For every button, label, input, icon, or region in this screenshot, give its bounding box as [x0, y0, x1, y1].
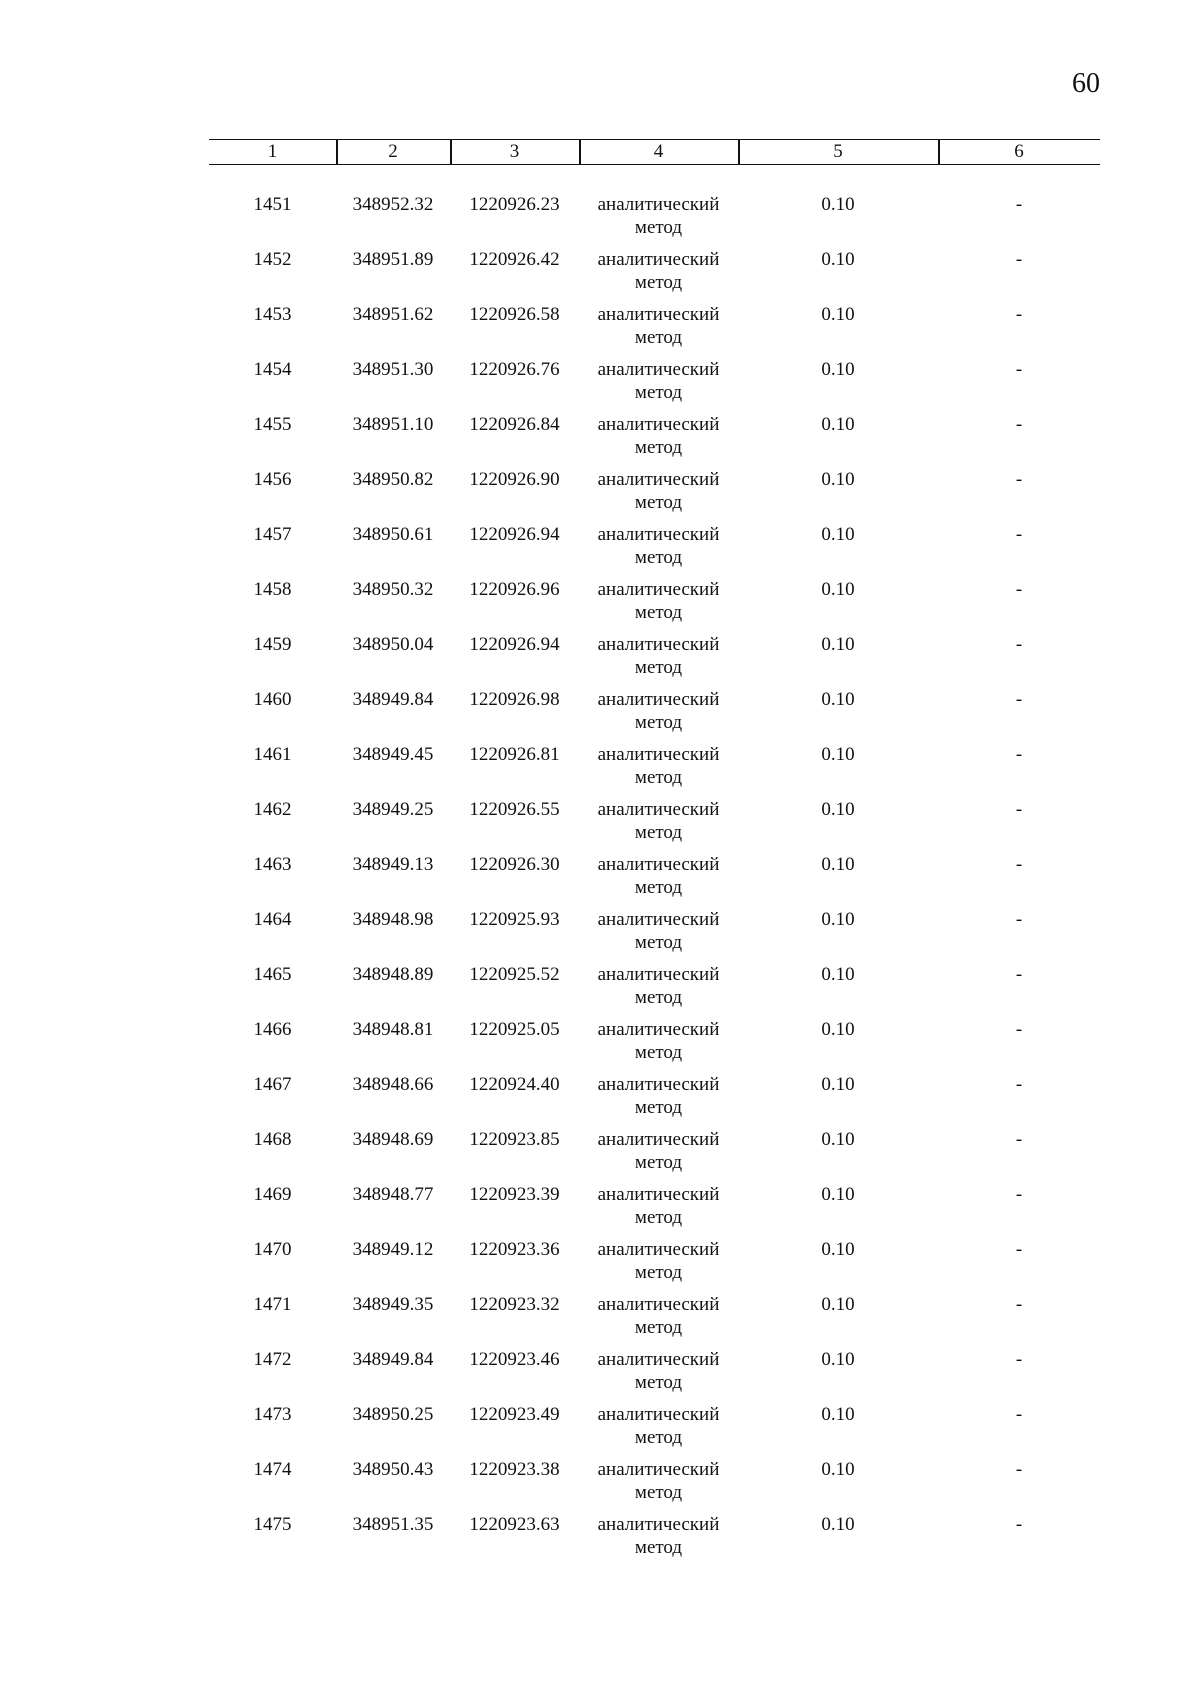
method-line-1: аналитический — [597, 1349, 720, 1370]
coordinate-x: 348948.77 — [352, 1184, 434, 1205]
method-line-1: аналитический — [597, 1514, 720, 1535]
coordinate-x: 348951.89 — [352, 249, 434, 270]
coordinate-y: 1220926.94 — [469, 524, 560, 545]
coordinate-x: 348952.32 — [352, 194, 434, 215]
method-cell — [579, 798, 738, 844]
accuracy-value: 0.10 — [821, 194, 855, 215]
accuracy-value: 0.10 — [821, 1514, 855, 1535]
note-value: - — [1015, 854, 1023, 875]
method-cell — [579, 523, 738, 569]
method-line-2: метод — [634, 987, 683, 1008]
table-row — [209, 1183, 1100, 1238]
method-line-1: аналитический — [597, 1294, 720, 1315]
point-number: 1465 — [253, 964, 292, 985]
method-cell — [579, 1128, 738, 1174]
method-line-2: метод — [634, 492, 683, 513]
point-number: 1467 — [253, 1074, 292, 1095]
method-line-2: метод — [634, 657, 683, 678]
coordinate-y: 1220923.63 — [469, 1514, 560, 1535]
method-line-2: метод — [634, 932, 683, 953]
table-row — [209, 413, 1100, 468]
point-number: 1456 — [253, 469, 292, 490]
coordinate-x: 348949.35 — [352, 1294, 434, 1315]
note-value: - — [1015, 1239, 1023, 1260]
note-value: - — [1015, 359, 1023, 380]
coordinate-y: 1220925.05 — [469, 1019, 560, 1040]
note-value: - — [1015, 909, 1023, 930]
point-number: 1452 — [253, 249, 292, 270]
method-line-1: аналитический — [597, 1129, 720, 1150]
point-number: 1469 — [253, 1184, 292, 1205]
table-row — [209, 853, 1100, 908]
accuracy-value: 0.10 — [821, 414, 855, 435]
method-cell — [579, 1238, 738, 1284]
point-number: 1462 — [253, 799, 292, 820]
point-number: 1464 — [253, 909, 292, 930]
note-value: - — [1015, 1459, 1023, 1480]
method-line-2: метод — [634, 877, 683, 898]
coordinate-y: 1220923.49 — [469, 1404, 560, 1425]
point-number: 1471 — [253, 1294, 292, 1315]
coordinate-y: 1220923.39 — [469, 1184, 560, 1205]
method-line-1: аналитический — [597, 634, 720, 655]
method-line-2: метод — [634, 1372, 683, 1393]
note-value: - — [1015, 1294, 1023, 1315]
accuracy-value: 0.10 — [821, 854, 855, 875]
table-row — [209, 1348, 1100, 1403]
method-line-2: метод — [634, 382, 683, 403]
accuracy-value: 0.10 — [821, 1074, 855, 1095]
point-number: 1472 — [253, 1349, 292, 1370]
table-body — [209, 193, 1100, 1568]
coordinate-x: 348948.98 — [352, 909, 434, 930]
table-row — [209, 743, 1100, 798]
method-line-1: аналитический — [597, 689, 720, 710]
point-number: 1470 — [253, 1239, 292, 1260]
method-line-2: метод — [634, 1042, 683, 1063]
accuracy-value: 0.10 — [821, 1459, 855, 1480]
method-line-1: аналитический — [597, 1019, 720, 1040]
table-row — [209, 963, 1100, 1018]
coordinate-y: 1220926.23 — [469, 194, 560, 215]
column-header-5: 5 — [833, 141, 843, 162]
table-row — [209, 193, 1100, 248]
point-number: 1454 — [253, 359, 292, 380]
note-value: - — [1015, 524, 1023, 545]
method-cell — [579, 908, 738, 954]
note-value: - — [1015, 634, 1023, 655]
table-row — [209, 578, 1100, 633]
method-line-2: метод — [634, 437, 683, 458]
column-header-6: 6 — [1014, 141, 1024, 162]
accuracy-value: 0.10 — [821, 799, 855, 820]
accuracy-value: 0.10 — [821, 1019, 855, 1040]
method-line-1: аналитический — [597, 854, 720, 875]
coordinate-y: 1220926.42 — [469, 249, 560, 270]
method-line-2: метод — [634, 602, 683, 623]
table-row — [209, 358, 1100, 413]
note-value: - — [1015, 799, 1023, 820]
accuracy-value: 0.10 — [821, 249, 855, 270]
method-line-2: метод — [634, 1097, 683, 1118]
column-header-2: 2 — [388, 141, 398, 162]
coordinate-y: 1220923.85 — [469, 1129, 560, 1150]
point-number: 1466 — [253, 1019, 292, 1040]
accuracy-value: 0.10 — [821, 359, 855, 380]
table-row — [209, 468, 1100, 523]
coordinate-x: 348949.13 — [352, 854, 434, 875]
note-value: - — [1015, 1349, 1023, 1370]
method-line-2: метод — [634, 1317, 683, 1338]
method-line-1: аналитический — [597, 249, 720, 270]
note-value: - — [1015, 1184, 1023, 1205]
point-number: 1451 — [253, 194, 292, 215]
coordinate-y: 1220926.55 — [469, 799, 560, 820]
method-line-1: аналитический — [597, 1184, 720, 1205]
method-line-2: метод — [634, 1207, 683, 1228]
method-line-2: метод — [634, 822, 683, 843]
note-value: - — [1015, 1514, 1023, 1535]
page-number: 60 — [1072, 68, 1100, 99]
coordinate-y: 1220926.96 — [469, 579, 560, 600]
note-value: - — [1015, 1019, 1023, 1040]
accuracy-value: 0.10 — [821, 579, 855, 600]
table-row — [209, 1073, 1100, 1128]
method-cell — [579, 1293, 738, 1339]
accuracy-value: 0.10 — [821, 1404, 855, 1425]
method-line-1: аналитический — [597, 414, 720, 435]
point-number: 1457 — [253, 524, 292, 545]
method-cell — [579, 358, 738, 404]
coordinate-x: 348950.61 — [352, 524, 434, 545]
coordinate-y: 1220923.36 — [469, 1239, 560, 1260]
table-row — [209, 1513, 1100, 1568]
coordinate-x: 348949.84 — [352, 1349, 434, 1370]
method-line-2: метод — [634, 1537, 683, 1558]
coordinate-x: 348949.84 — [352, 689, 434, 710]
method-cell — [579, 633, 738, 679]
method-cell — [579, 963, 738, 1009]
coordinate-x: 348950.82 — [352, 469, 434, 490]
coordinate-x: 348950.25 — [352, 1404, 434, 1425]
method-cell — [579, 1073, 738, 1119]
point-number: 1473 — [253, 1404, 292, 1425]
method-cell — [579, 193, 738, 239]
method-cell — [579, 413, 738, 459]
coordinate-x: 348948.66 — [352, 1074, 434, 1095]
accuracy-value: 0.10 — [821, 1294, 855, 1315]
accuracy-value: 0.10 — [821, 634, 855, 655]
column-header-1: 1 — [267, 141, 278, 162]
table-header — [209, 139, 1100, 165]
coordinate-y: 1220926.76 — [469, 359, 560, 380]
method-line-2: метод — [634, 272, 683, 293]
method-line-2: метод — [634, 547, 683, 568]
method-line-1: аналитический — [597, 799, 720, 820]
table-row — [209, 248, 1100, 303]
method-cell — [579, 743, 738, 789]
point-number: 1459 — [253, 634, 292, 655]
method-cell — [579, 578, 738, 624]
note-value: - — [1015, 689, 1023, 710]
method-line-2: метод — [634, 1482, 683, 1503]
method-line-1: аналитический — [597, 359, 720, 380]
point-number: 1475 — [253, 1514, 292, 1535]
method-line-1: аналитический — [597, 1404, 720, 1425]
method-line-1: аналитический — [597, 909, 720, 930]
coordinate-x: 348950.04 — [352, 634, 434, 655]
coordinate-y: 1220923.46 — [469, 1349, 560, 1370]
table-row — [209, 633, 1100, 688]
coordinate-x: 348948.81 — [352, 1019, 434, 1040]
method-line-1: аналитический — [597, 579, 720, 600]
method-cell — [579, 1018, 738, 1064]
method-cell — [579, 468, 738, 514]
note-value: - — [1015, 194, 1023, 215]
coordinate-x: 348951.35 — [352, 1514, 434, 1535]
accuracy-value: 0.10 — [821, 304, 855, 325]
method-cell — [579, 1348, 738, 1394]
method-line-1: аналитический — [597, 304, 720, 325]
method-line-2: метод — [634, 217, 683, 238]
method-line-2: метод — [634, 1427, 683, 1448]
method-cell — [579, 1458, 738, 1504]
accuracy-value: 0.10 — [821, 1239, 855, 1260]
coordinate-y: 1220925.52 — [469, 964, 560, 985]
point-number: 1458 — [253, 579, 292, 600]
accuracy-value: 0.10 — [821, 964, 855, 985]
note-value: - — [1015, 579, 1023, 600]
method-line-2: метод — [634, 1152, 683, 1173]
method-line-1: аналитический — [597, 1239, 720, 1260]
coordinate-x: 348948.89 — [352, 964, 434, 985]
point-number: 1463 — [253, 854, 292, 875]
coordinate-x: 348951.10 — [352, 414, 434, 435]
coordinate-y: 1220926.90 — [469, 469, 560, 490]
column-header-3: 3 — [509, 141, 520, 162]
accuracy-value: 0.10 — [821, 1349, 855, 1370]
method-line-2: метод — [634, 327, 683, 348]
method-line-1: аналитический — [597, 1459, 720, 1480]
accuracy-value: 0.10 — [821, 524, 855, 545]
coordinate-x: 348950.43 — [352, 1459, 434, 1480]
note-value: - — [1015, 1404, 1023, 1425]
method-cell — [579, 1183, 738, 1229]
accuracy-value: 0.10 — [821, 689, 855, 710]
table-row — [209, 1238, 1100, 1293]
coordinate-y: 1220926.94 — [469, 634, 560, 655]
note-value: - — [1015, 964, 1023, 985]
point-number: 1474 — [253, 1459, 292, 1480]
method-line-2: метод — [634, 1262, 683, 1283]
method-cell — [579, 1513, 738, 1559]
coordinate-x: 348949.12 — [352, 1239, 434, 1260]
accuracy-value: 0.10 — [821, 744, 855, 765]
method-line-1: аналитический — [597, 744, 720, 765]
accuracy-value: 0.10 — [821, 1129, 855, 1150]
table-row — [209, 908, 1100, 963]
coordinate-x: 348951.62 — [352, 304, 434, 325]
coordinate-x: 348951.30 — [352, 359, 434, 380]
table-row — [209, 1403, 1100, 1458]
note-value: - — [1015, 1074, 1023, 1095]
table-row — [209, 1128, 1100, 1183]
point-number: 1453 — [253, 304, 292, 325]
point-number: 1468 — [253, 1129, 292, 1150]
point-number: 1460 — [253, 689, 292, 710]
coordinate-y: 1220924.40 — [469, 1074, 560, 1095]
note-value: - — [1015, 414, 1023, 435]
table-row — [209, 1458, 1100, 1513]
note-value: - — [1015, 1129, 1023, 1150]
point-number: 1461 — [253, 744, 292, 765]
coordinate-x: 348950.32 — [352, 579, 434, 600]
table-row — [209, 1018, 1100, 1073]
method-cell — [579, 853, 738, 899]
method-line-1: аналитический — [597, 964, 720, 985]
method-cell — [579, 303, 738, 349]
accuracy-value: 0.10 — [821, 469, 855, 490]
coordinate-x: 348948.69 — [352, 1129, 434, 1150]
method-line-1: аналитический — [597, 524, 720, 545]
note-value: - — [1015, 744, 1023, 765]
method-line-1: аналитический — [597, 194, 720, 215]
coordinate-x: 348949.45 — [352, 744, 434, 765]
column-header-4: 4 — [653, 141, 664, 162]
coordinate-y: 1220923.38 — [469, 1459, 560, 1480]
point-number: 1455 — [253, 414, 292, 435]
table-row — [209, 798, 1100, 853]
table-row — [209, 303, 1100, 358]
method-cell — [579, 688, 738, 734]
note-value: - — [1015, 304, 1023, 325]
note-value: - — [1015, 249, 1023, 270]
table-row — [209, 1293, 1100, 1348]
method-line-2: метод — [634, 767, 683, 788]
coordinate-y: 1220926.58 — [469, 304, 560, 325]
table-row — [209, 688, 1100, 743]
note-value: - — [1015, 469, 1023, 490]
accuracy-value: 0.10 — [821, 1184, 855, 1205]
coordinate-y: 1220925.93 — [469, 909, 560, 930]
coordinate-y: 1220926.98 — [469, 689, 560, 710]
accuracy-value: 0.10 — [821, 909, 855, 930]
method-cell — [579, 248, 738, 294]
coordinate-y: 1220926.81 — [469, 744, 560, 765]
table-row — [209, 523, 1100, 578]
coordinate-x: 348949.25 — [352, 799, 434, 820]
method-line-1: аналитический — [597, 1074, 720, 1095]
method-line-2: метод — [634, 712, 683, 733]
method-line-1: аналитический — [597, 469, 720, 490]
method-cell — [579, 1403, 738, 1449]
coordinate-y: 1220926.84 — [469, 414, 560, 435]
coordinate-y: 1220926.30 — [469, 854, 560, 875]
coordinate-y: 1220923.32 — [469, 1294, 560, 1315]
